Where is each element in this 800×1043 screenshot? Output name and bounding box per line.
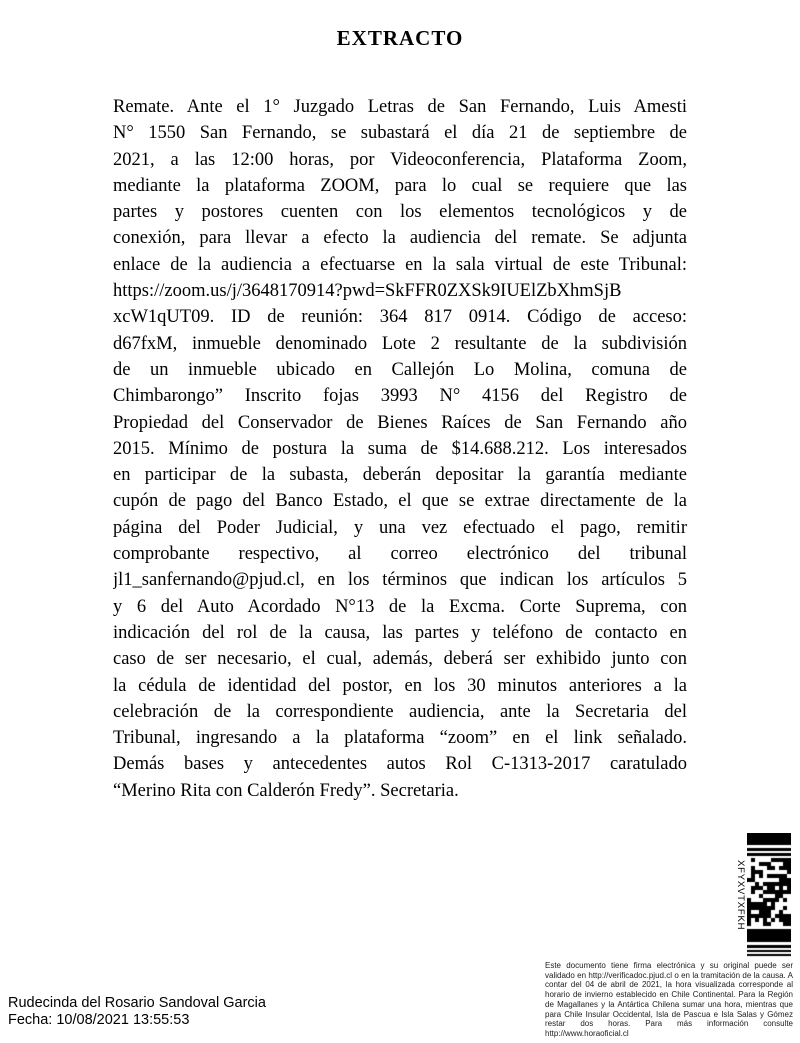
body-line: mediante la plataforma ZOOM, para lo cual se requiere que las — [113, 175, 687, 196]
page-title: EXTRACTO — [336, 26, 464, 50]
body-line: jl1_sanfernando@pjud.cl, en los términos que indican los artículos 5 — [113, 570, 687, 591]
body-line: de un inmueble ubicado en Callejón Lo Molina, comuna de — [113, 359, 687, 380]
verification-code-text: XFYXVTXFKH — [735, 859, 746, 931]
electronic-signature-disclaimer: Este documento tiene firma electrónica y su original puede ser validado en http://verificadoc.pjud.cl o en la tramitación de la causa. A contar del 04 de abril de 2021, la hora visualizada corresponde al horario de invierno establecido en Chile Continental. Para la Región de Magallanes y la Antártica Chilena sumar una hora, mientras que para Chile Insular Occidental, Isla de Pascua e Isla Salas y Gómez restar dos horas. Para más información consulte http://www.horaoficial.cl — [545, 961, 793, 1038]
body-line: Demás bases y antecedentes autos Rol C-1313-2017 caratulado — [113, 754, 687, 775]
body-line: N° 1550 San Fernando, se subastará el día 21 de septiembre de — [113, 123, 687, 144]
body-line: enlace de la audiencia a efectuarse en la sala virtual de este Tribunal: — [113, 254, 687, 275]
body-line: Propiedad del Conservador de Bienes Raíces de San Fernando año — [113, 412, 687, 433]
body-line: y 6 del Auto Acordado N°13 de la Excma. Corte Suprema, con — [113, 596, 687, 617]
body-line: Chimbarongo” Inscrito fojas 3993 N° 4156 del Registro de — [113, 386, 687, 407]
body-line: en participar de la subasta, deberán depositar la garantía mediante — [113, 465, 687, 486]
signature-block — [8, 995, 266, 1028]
signer-name: Rudecinda del Rosario Sandoval Garcia — [8, 995, 266, 1011]
body-line: “Merino Rita con Calderón Fredy”. Secretaria. — [113, 780, 459, 801]
body-line: d67fxM, inmueble denominado Lote 2 resultante de la subdivisión — [113, 333, 687, 354]
body-line: cupón de pago del Banco Estado, el que se extrae directamente de la — [113, 491, 687, 512]
body-line: partes y postores cuenten con los elementos tecnológicos y de — [113, 202, 687, 223]
body-line: caso de ser necesario, el cual, además, deberá ser exhibido junto con — [113, 649, 687, 670]
body-line: Tribunal, ingresando a la plataforma “zoom” en el link señalado. — [113, 728, 687, 749]
body-line: la cédula de identidad del postor, en los 30 minutos anteriores a la — [113, 675, 687, 696]
signature-date: Fecha: 10/08/2021 13:55:53 — [8, 1011, 190, 1028]
barcode-2d-image — [747, 833, 791, 957]
body-line: celebración de la correspondiente audiencia, ante la Secretaria del — [113, 701, 687, 722]
body-line: página del Poder Judicial, y una vez efectuado el pago, remitir — [113, 517, 687, 538]
body-line: 2015. Mínimo de postura la suma de $14.688.212. Los interesados — [113, 438, 687, 459]
verification-barcode-block — [729, 833, 791, 957]
body-line: comprobante respectivo, al correo electrónico del tribunal — [113, 544, 687, 565]
body-line: conexión, para llevar a efecto la audiencia del remate. Se adjunta — [113, 228, 687, 249]
body-line: https://zoom.us/j/3648170914?pwd=SkFFR0ZXSk9IUElZbXhmSjB — [113, 281, 622, 302]
body-line: xcW1qUT09. ID de reunión: 364 817 0914. Código de acceso: — [113, 307, 687, 328]
body-line: 2021, a las 12:00 horas, por Videoconferencia, Plataforma Zoom, — [113, 149, 687, 170]
document-body-paragraph — [113, 94, 687, 804]
body-line: Remate. Ante el 1° Juzgado Letras de San Fernando, Luis Amesti — [113, 97, 687, 117]
body-line: indicación del rol de la causa, las partes y teléfono de contacto en — [113, 622, 687, 643]
